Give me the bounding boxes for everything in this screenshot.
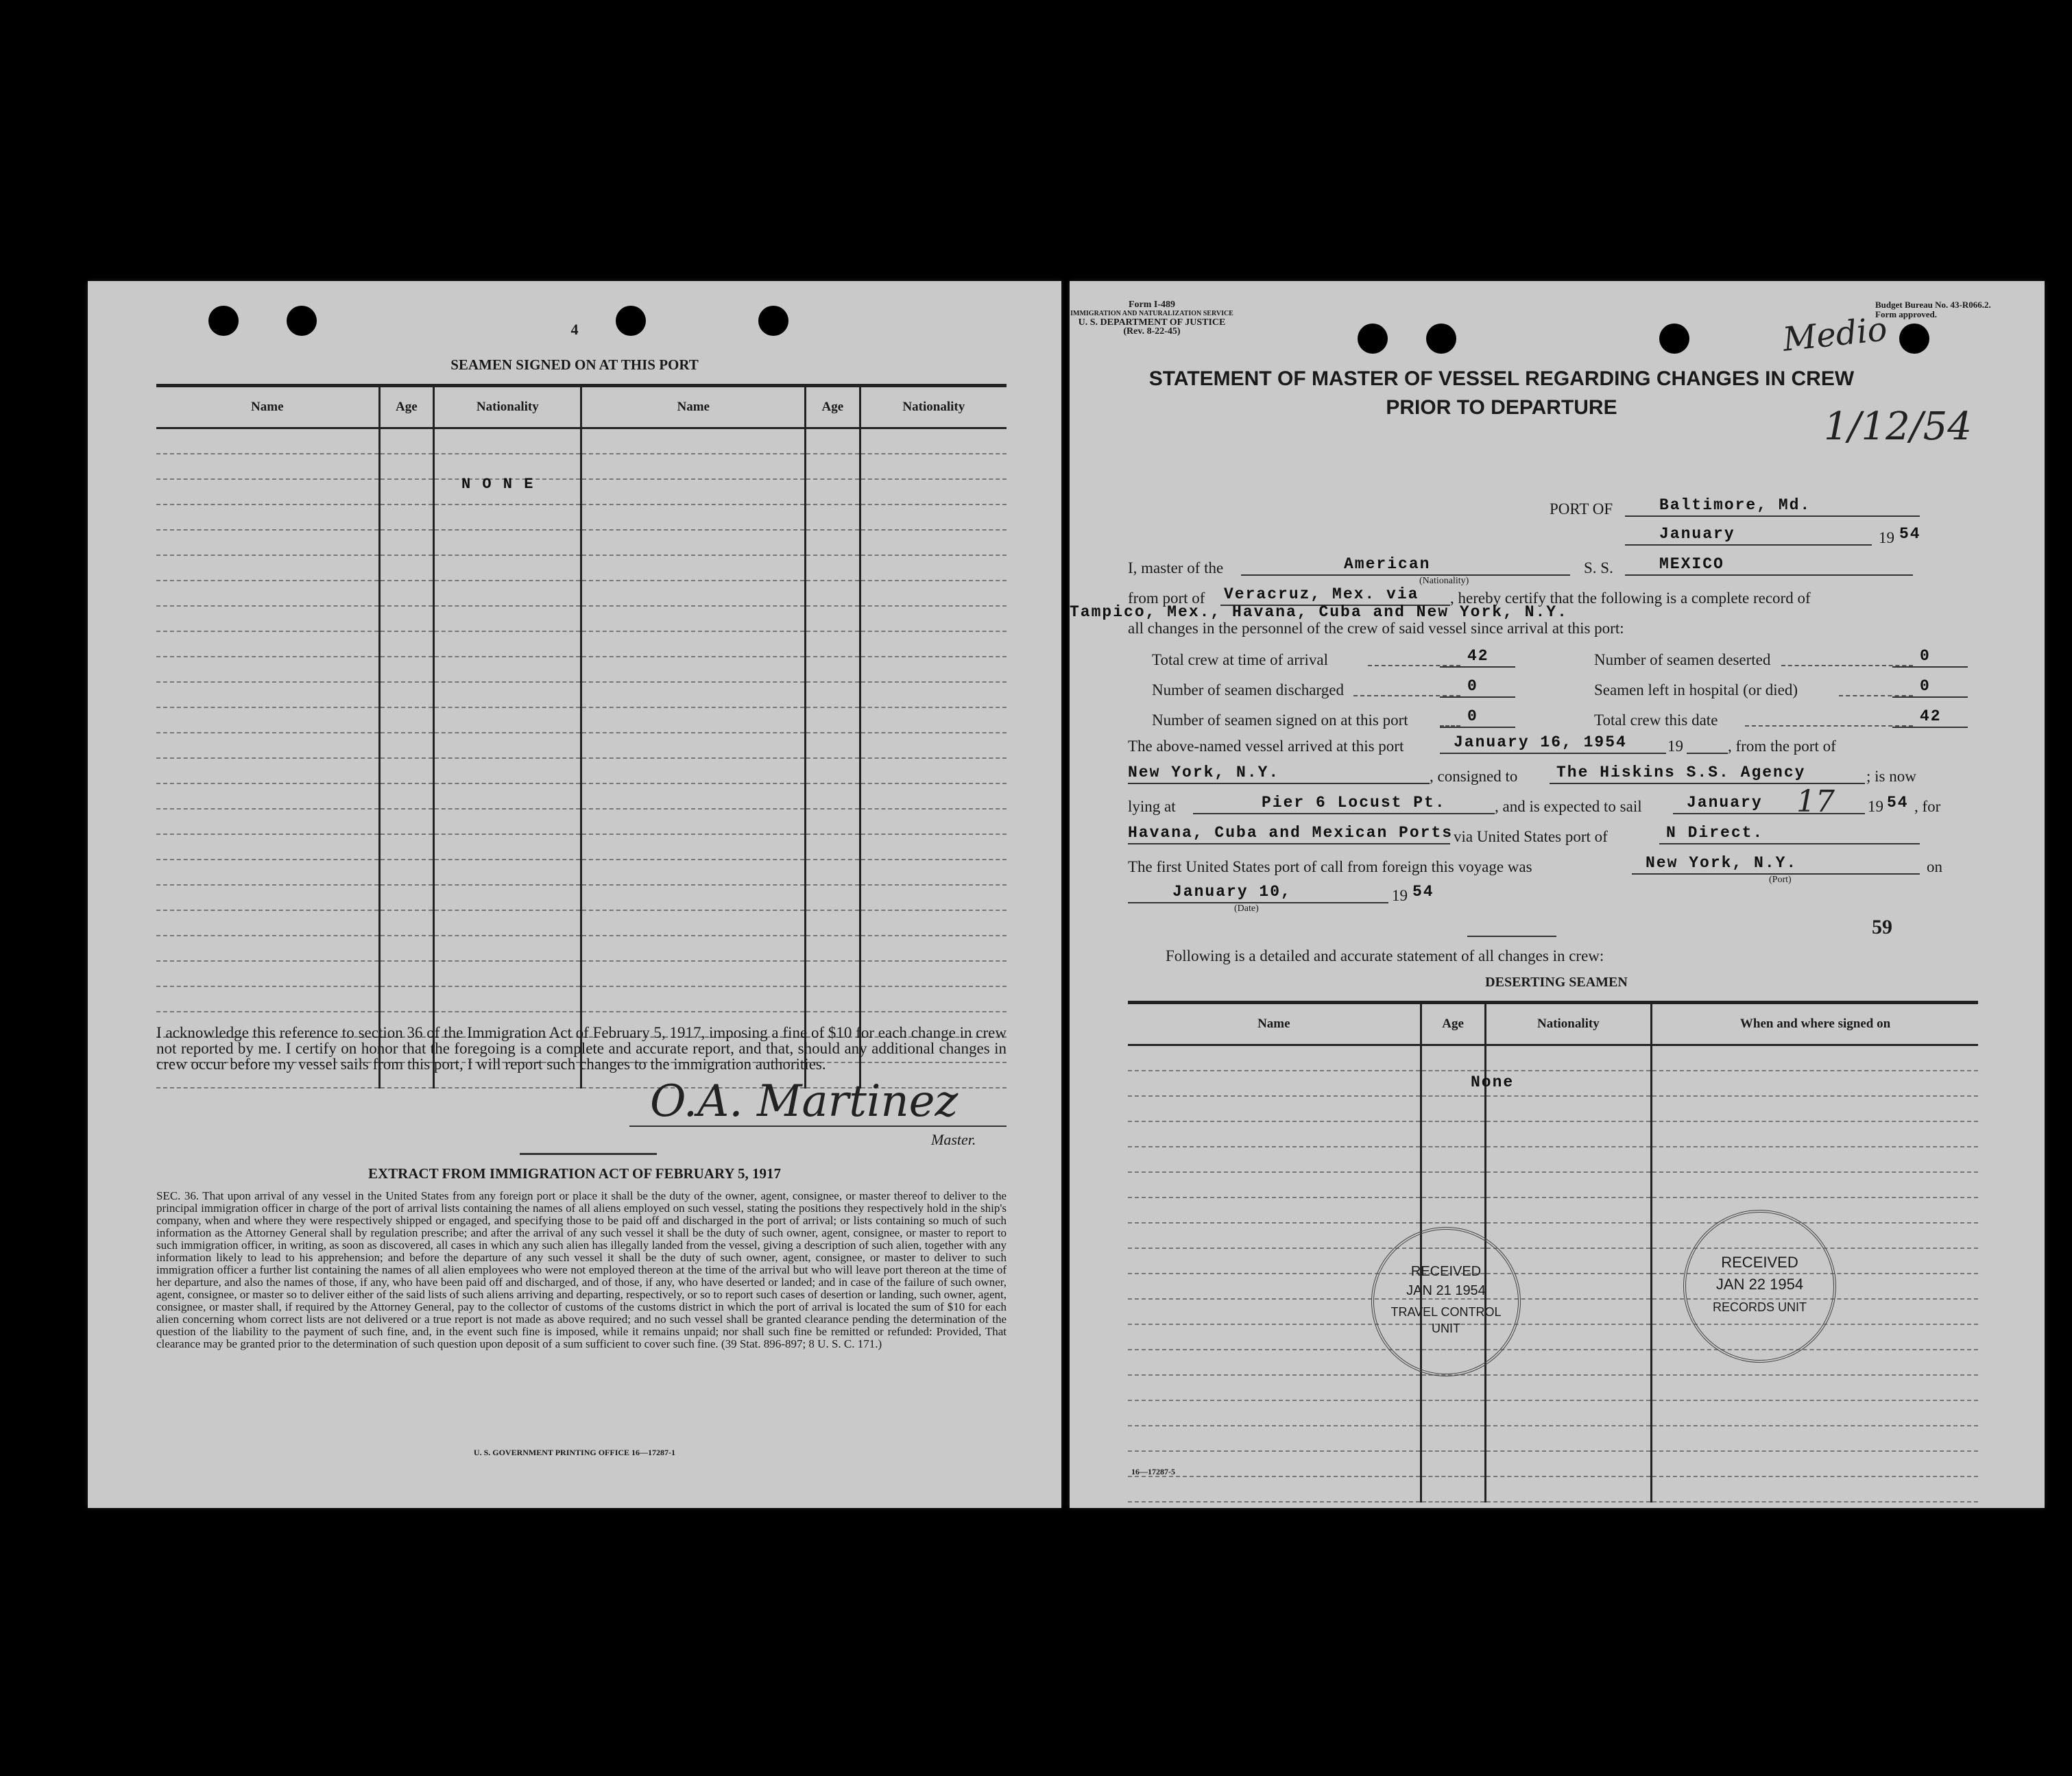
table-row: [156, 428, 1007, 454]
seamen-signed-table: [156, 384, 1007, 1088]
deserting-title: DESERTING SEAMEN: [1485, 975, 1628, 990]
lying-value: Pier 6 Locust Pt.: [1262, 794, 1446, 812]
sail-month: January: [1687, 794, 1763, 812]
table-row: [156, 936, 1007, 961]
from-port-label: from port of: [1128, 589, 1205, 607]
page-number: 4: [570, 321, 579, 338]
table-row: [1128, 1045, 1978, 1071]
table-row: [156, 657, 1007, 682]
port-of-label: PORT OF: [1550, 500, 1613, 518]
port-of-value: Baltimore, Md.: [1659, 496, 1811, 514]
consigned-value: The Hiskins S.S. Agency: [1556, 764, 1806, 781]
left-page: [88, 281, 1061, 1508]
year-prefix-arrived: 19: [1667, 738, 1683, 755]
is-now: ; is now: [1866, 768, 1916, 785]
stat-value: 0: [1920, 677, 1931, 695]
col-age: Age: [379, 386, 434, 428]
table-row: [156, 631, 1007, 657]
date-caption: (Date): [1234, 903, 1259, 914]
punch-hole: [1899, 324, 1929, 354]
table-row: [1128, 1223, 1978, 1248]
agency-2: U. S. DEPARTMENT OF JUSTICE: [1078, 317, 1226, 328]
table-row: [156, 783, 1007, 809]
table-row: [156, 504, 1007, 530]
table-row: [156, 986, 1007, 1012]
stat-value: 0: [1467, 707, 1478, 725]
on-label: on: [1927, 858, 1942, 875]
stat-label: Total crew at time of arrival: [1152, 651, 1329, 668]
table-row: [1128, 1172, 1978, 1197]
title-line-1: STATEMENT OF MASTER OF VESSEL REGARDING CHANGES IN CREW: [1148, 367, 1855, 390]
via-us-value: N Direct.: [1666, 824, 1764, 842]
title-line-2: PRIOR TO DEPARTURE: [1386, 396, 1617, 419]
agency-1: IMMIGRATION AND NATURALIZATION SERVICE: [1070, 310, 1233, 317]
table-row: [1128, 1121, 1978, 1147]
master-label: I, master of the: [1128, 559, 1224, 576]
handwritten-note: Medio: [1781, 310, 1890, 359]
table-row: [156, 758, 1007, 783]
stat-value: 0: [1467, 677, 1478, 695]
acknowledgment-text: I acknowledge this reference to section 36 of the Immigration Act of February 5, 1917, imposing a fine of $10 for each change in crew not reported by me. I certify on honor that the foregoing is a complete and accurate report, and that, should any additional changes in crew occur before my vessel sails from this port, I will report such changes to the immigration authorities.: [156, 1024, 1007, 1073]
table-row: [156, 834, 1007, 860]
form-number: Form I-489: [1128, 300, 1176, 310]
stat-label: Total crew this date: [1594, 711, 1718, 729]
table-row: [156, 606, 1007, 631]
ss-label: S. S.: [1584, 559, 1613, 576]
table-row: [1128, 1096, 1978, 1121]
arrived-label: The above-named vessel arrived at this port: [1128, 738, 1404, 755]
first-port-value: New York, N.Y.: [1646, 854, 1798, 872]
col-name: Name: [581, 386, 806, 428]
form-header: [1070, 300, 1234, 336]
year-prefix-first: 19: [1392, 887, 1408, 904]
none-entry: N O N E: [461, 476, 535, 493]
from-port-value: Veracruz, Mex. via: [1224, 585, 1419, 603]
arrived-value: January 16, 1954: [1454, 733, 1627, 751]
handwritten-date: 1/12/54: [1824, 404, 1972, 449]
form-approved: Form approved.: [1875, 309, 1938, 319]
table-row: [156, 581, 1007, 606]
stat-label: Seamen left in hospital (or died): [1594, 681, 1798, 698]
master-signature: O.A. Martinez: [650, 1076, 959, 1127]
date-month: January: [1659, 525, 1735, 543]
port-caption: (Port): [1769, 875, 1792, 885]
table-row: [156, 961, 1007, 986]
lying-label: lying at: [1128, 798, 1176, 815]
ship-name: MEXICO: [1659, 555, 1724, 573]
col-age: Age: [1421, 1003, 1485, 1045]
table-row: [156, 479, 1007, 504]
table-row: [156, 530, 1007, 555]
consigned-label: , consigned to: [1430, 768, 1518, 785]
table-row: [156, 555, 1007, 581]
number-59: 59: [1872, 916, 1892, 938]
budget-header: [1875, 300, 1991, 319]
date-year: 54: [1899, 525, 1921, 543]
destination: Havana, Cuba and Mexican Ports: [1128, 824, 1454, 842]
travel-control-stamp: RECEIVED JAN 21 1954 TRAVEL CONTROL UNIT: [1371, 1227, 1521, 1376]
table-row: [1128, 1350, 1978, 1375]
extract-title: EXTRACT FROM IMMIGRATION ACT OF FEBRUARY 5, 1917: [368, 1165, 782, 1182]
col-when-where: When and where signed on: [1652, 1003, 1978, 1045]
all-changes-text: all changes in the personnel of the crew of said vessel since arrival at this port:: [1128, 620, 1624, 637]
year-prefix-sail: 19: [1868, 798, 1883, 815]
table-row: [1128, 1071, 1978, 1096]
right-page: [1070, 281, 2045, 1508]
table-row: [156, 454, 1007, 479]
stat-value: 42: [1920, 707, 1942, 725]
col-nationality: Nationality: [434, 386, 581, 428]
revision: (Rev. 8-22-45): [1123, 326, 1181, 337]
arrived-from: New York, N.Y.: [1128, 764, 1280, 781]
table-row: [156, 860, 1007, 885]
master-caption: Master.: [931, 1131, 976, 1148]
deserting-entry: None: [1471, 1073, 1515, 1091]
table-row: [156, 809, 1007, 834]
table-row: [156, 707, 1007, 733]
first-port-date: January 10,: [1172, 883, 1292, 901]
deserting-seamen-table: [1128, 1001, 1978, 1503]
footer-code: 16—17287-5: [1131, 1467, 1175, 1476]
table-row: [1128, 1299, 1978, 1324]
nationality-value: American: [1344, 555, 1431, 573]
via-us-label: via United States port of: [1454, 828, 1608, 845]
year-prefix: 19: [1879, 529, 1894, 546]
printing-office: U. S. GOVERNMENT PRINTING OFFICE 16—17287-1: [473, 1448, 676, 1457]
col-name: Name: [156, 386, 379, 428]
nationality-caption: (Nationality): [1419, 576, 1469, 586]
table-row: [1128, 1400, 1978, 1426]
sail-day: 17: [1796, 784, 1835, 819]
expected-label: , and is expected to sail: [1495, 798, 1642, 815]
stat-value: 42: [1467, 647, 1489, 665]
table-row: [1128, 1197, 1978, 1223]
sail-year: 54: [1887, 794, 1909, 812]
table-row: [1128, 1451, 1978, 1476]
table-row: [1128, 1274, 1978, 1299]
table-row: [156, 910, 1007, 936]
table-row: [1128, 1248, 1978, 1274]
table-row: [156, 885, 1007, 910]
stat-value: 0: [1920, 647, 1931, 665]
table-row: [1128, 1426, 1978, 1451]
from-port-of-text: , from the port of: [1728, 738, 1836, 755]
certify-text: , hereby certify that the following is a complete record of: [1450, 589, 1811, 607]
punch-hole: [1659, 324, 1689, 354]
table-row: [156, 733, 1007, 758]
stat-label: Number of seamen deserted: [1594, 651, 1771, 668]
col-age: Age: [805, 386, 860, 428]
budget-bureau: Budget Bureau No. 43-R066.2.: [1875, 300, 1991, 310]
records-unit-stamp: RECEIVED JAN 22 1954 RECORDS UNIT: [1683, 1210, 1836, 1363]
first-port-year: 54: [1412, 883, 1434, 901]
stat-label: Number of seamen signed on at this port: [1152, 711, 1408, 729]
col-nationality: Nationality: [860, 386, 1007, 428]
extract-text: SEC. 36. That upon arrival of any vessel in the United States from any foreign port or place it shall be the duty of the owner, agent, consignee, or master thereof to deliver to the principal immigration officer in charge of the port of arrival lists containing the names of all aliens employed on such vessel, stating the positions they respectively hold in the ship's company, when and where they were respectively shipped or engaged, and specifying those to be paid off and discharged in the port of arrival; or lists containing so much of such information as the Attorney General shall by regulation prescribe; and after the arrival of any such vessel it shall be the duty of such owner, agent, consignee, or master to report to such immigration officer, in writing, as soon as discovered, all cases in which any such alien has illegally landed from the vessel, giving a description of such alien, together with any information likely to lead to his apprehension; and before the departure of any such vessel it shall be the duty of such owner, agent, consignee, or master to deliver to such immigration officer a further list containing the names of all alien employees who were not employed thereon at the time of the arrival but who will leave port thereon at the time of her departure, and also the names of those, if any, who have been paid off and discharged, and of those, if any, who have deserted or landed; and in case of the failure of such owner, agent, consignee, or master so to deliver either of the said lists of such aliens arriving and departing, respectively, or so to report such cases of desertion or landing, such owner, agent, consignee, or master shall, if required by the Attorney General, pay to the collector of customs of the customs district in which the port of arrival is located the sum of $10 for each alien concerning whom correct lists are not delivered or a true report is not made as above required; and no such vessel shall be granted clearance pending the determination of the question of the liability to the payment of such fine, and, in the event such fine is imposed, while it remains unpaid; nor shall such fine be remitted or refunded: Provided, That clearance may be granted prior to the determination of such question upon deposit of a sum sufficient to cover such fine. (39 Stat. 896-897; 8 U. S. C. 171.): [156, 1189, 1007, 1350]
for-label: , for: [1914, 798, 1941, 815]
following-text: Following is a detailed and accurate statement of all changes in crew:: [1166, 947, 1604, 964]
form-title: [1070, 365, 1934, 422]
punch-hole: [1358, 324, 1388, 354]
section-title: SEAMEN SIGNED ON AT THIS PORT: [450, 356, 699, 373]
table-row: [1128, 1375, 1978, 1400]
first-port-label: The first United States port of call from foreign this voyage was: [1128, 858, 1532, 875]
punch-hole: [1426, 324, 1456, 354]
stat-label: Number of seamen discharged: [1152, 681, 1344, 698]
table-row: [156, 682, 1007, 707]
table-row: [1128, 1147, 1978, 1172]
col-name: Name: [1128, 1003, 1421, 1045]
via-ports: Tampico, Mex., Havana, Cuba and New York, N.Y.: [1070, 603, 1568, 621]
col-nationality: Nationality: [1485, 1003, 1652, 1045]
table-row: [1128, 1324, 1978, 1350]
table-row: [1128, 1476, 1978, 1502]
